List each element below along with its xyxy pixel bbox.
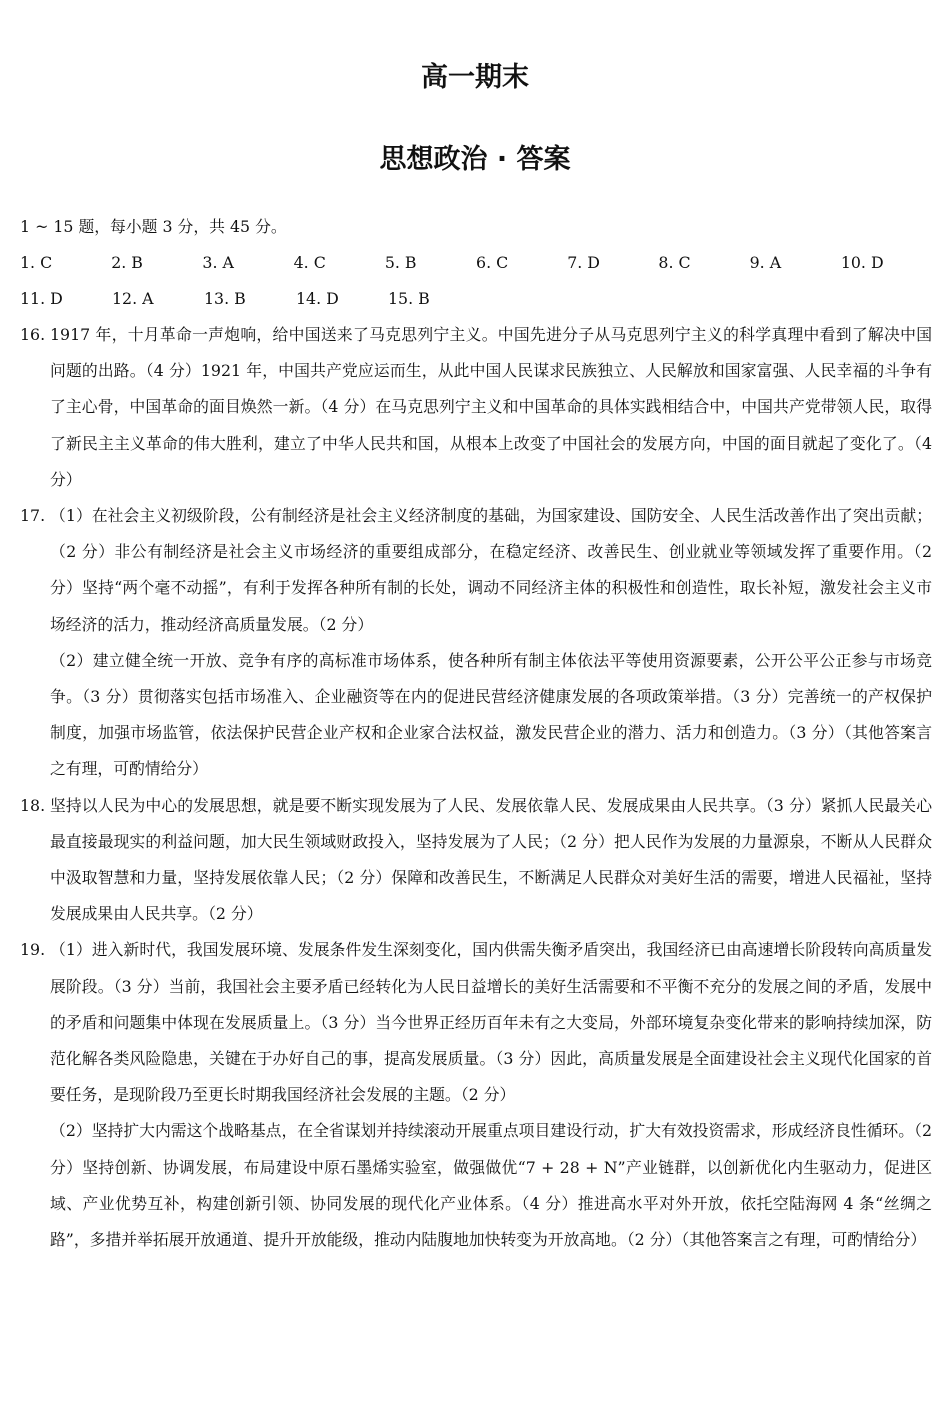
answer-paragraph: （2）建立健全统一开放、竞争有序的高标准市场体系，使各种所有制主体依法平等使用资源要素，公开公平公正参与市场竞争。（3 分）贯彻落实包括市场准入、企业融资等在内的促进民营经济健康发展的各项政策举措。（3 分）完善统一的产权保护制度，加强市场监管，依法保护民营企业产权和企业家合法权益，激发民营企业的潜力、活力和创造力。（3 分）（其他答案言之有理，可酌情给分） bbox=[50, 650, 932, 779]
question-16 bbox=[20, 317, 932, 498]
answer-paragraph: 1917 年，十月革命一声炮响，给中国送来了马克思列宁主义。中国先进分子从马克思列宁主义的科学真理中看到了解决中国问题的出路。（4 分）1921 年，中国共产党应运而生，从此中国人民谋求民族独立、人民解放和国家富强、人民幸福的斗争有了主心骨，中国革命的面目焕然一新。（4 分）在马克思列宁主义和中国革命的具体实践相结合中，中国共产党带领人民，取得了新民主主义革命的伟大胜利，建立了中华人民共和国，从根本上改变了中国社会的发展方向，中国的面目就起了变化了。（4 分） bbox=[50, 325, 932, 489]
mc-answer: 8. C bbox=[658, 253, 691, 272]
mc-answer: 12. A bbox=[112, 289, 154, 308]
mc-answer: 14. D bbox=[296, 289, 339, 308]
question-answer bbox=[50, 788, 932, 933]
answer-body bbox=[20, 209, 932, 1258]
mc-answer: 11. D bbox=[20, 289, 63, 308]
mc-answer: 7. D bbox=[567, 253, 600, 272]
question-17 bbox=[20, 498, 932, 788]
question-number: 19. bbox=[20, 940, 46, 960]
exam-title: 高一期末 bbox=[421, 62, 529, 93]
question-number: 17. bbox=[20, 506, 46, 526]
question-19 bbox=[20, 932, 932, 1258]
question-18 bbox=[20, 788, 932, 933]
answer-paragraph: 坚持以人民为中心的发展思想，就是要不断实现发展为了人民、发展依靠人民、发展成果由人民共享。（3 分）紧抓人民最关心最直接最现实的利益问题，加大民生领域财政投入，坚持发展为了人民；（2 分）把人民作为发展的力量源泉，不断从人民群众中汲取智慧和力量，坚持发展依靠人民；（2 分）保障和改善民生，不断满足人民群众对美好生活的需要，增进人民福祉，坚持发展成果由人民共享。（2 分） bbox=[50, 795, 932, 924]
mc-answer: 2. B bbox=[111, 253, 143, 272]
mc-answer: 9. A bbox=[749, 253, 782, 272]
question-number: 18. bbox=[20, 795, 46, 815]
mc-answer: 1. C bbox=[20, 253, 53, 272]
answer-paragraph: （1）进入新时代，我国发展环境、发展条件发生深刻变化，国内供需失衡矛盾突出，我国经济已由高速增长阶段转向高质量发展阶段。（3 分）当前，我国社会主要矛盾已经转化为人民日益增长的美好生活需要和不平衡不充分的发展之间的矛盾，发展中的矛盾和问题集中体现在发展质量上。（3 分）当今世界正经历百年未有之大变局，外部环境复杂变化带来的影响持续加深，防范化解各类风险隐患，关键在于办好自己的事，提高发展质量。（3 分）因此，高质量发展是全面建设社会主义现代化国家的首要任务，是现阶段乃至更长时期我国经济社会发展的主题。（2 分） bbox=[50, 940, 932, 1105]
question-number: 16. bbox=[20, 325, 46, 344]
subject-title: 思想政治 · 答案 bbox=[379, 144, 571, 175]
question-answer bbox=[50, 932, 932, 1258]
question-answer bbox=[50, 498, 932, 788]
answer-paragraph: （2）坚持扩大内需这个战略基点，在全省谋划并持续滚动开展重点项目建设行动，扩大有效投资需求，形成经济良性循环。（2 分）坚持创新、协调发展，布局建设中原石墨烯实验室，做强做优“7 + 28 + N”产业链群，以创新优化内生驱动力，促进区域、产业优势互补，构建创新引领、协同发展的现代化产业体系。（4 分）推进高水平对外开放，依托空陆海网 4 条“丝绸之路”，多措并举拓展开放通道、提升开放能级，推动内陆腹地加快转变为开放高地。（2 分）（其他答案言之有理，可酌情给分） bbox=[50, 1121, 932, 1250]
mc-intro: 1 ~ 15 题，每小题 3 分，共 45 分。 bbox=[20, 217, 287, 236]
mc-answer: 10. D bbox=[840, 253, 884, 272]
mc-answer: 13. B bbox=[204, 289, 246, 308]
question-answer bbox=[50, 317, 932, 498]
mc-answer: 15. B bbox=[388, 289, 430, 308]
mc-answers-row-1 bbox=[20, 245, 932, 281]
mc-answer: 4. C bbox=[293, 253, 326, 272]
mc-answer: 5. B bbox=[384, 253, 417, 272]
mc-answers-row-2 bbox=[20, 281, 932, 317]
answer-paragraph: （1）在社会主义初级阶段，公有制经济是社会主义经济制度的基础，为国家建设、国防安全、人民生活改善作出了突出贡献；（2 分）非公有制经济是社会主义市场经济的重要组成部分，在稳定经济、改善民生、创业就业等领域发挥了重要作用。（2 分）坚持“两个毫不动摇”，有利于发挥各种所有制的长处，调动不同经济主体的积极性和创造性，取长补短，激发社会主义市场经济的活力，推动经济高质量发展。（2 分） bbox=[50, 506, 932, 634]
mc-answer: 3. A bbox=[202, 253, 234, 272]
mc-answer: 6. C bbox=[476, 253, 509, 272]
